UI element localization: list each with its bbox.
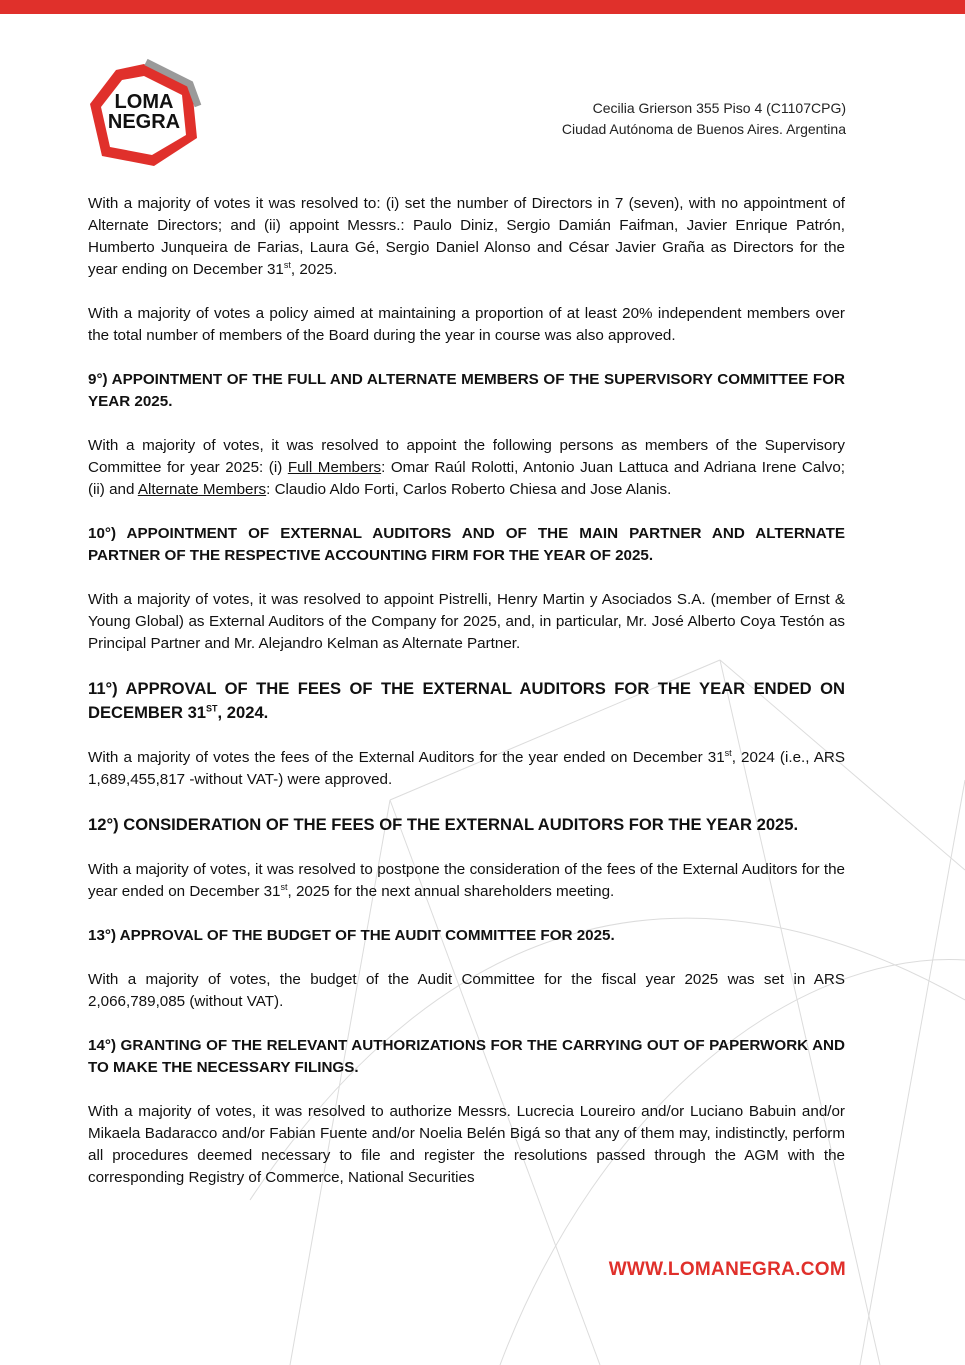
paragraph-item-11: With a majority of votes the fees of the External Auditors for the year ended on December 31st, 2024 (i.e., ARS 1,689,455,817 -without VAT-) were approved. <box>88 747 845 788</box>
heading-item-13: 13°) APPROVAL OF THE BUDGET OF THE AUDIT COMMITTEE FOR 2025. <box>88 927 615 944</box>
address-line-2: Ciudad Autónoma de Buenos Aires. Argentina <box>561 121 846 137</box>
heading-item-14: 14°) GRANTING OF THE RELEVANT AUTHORIZATIONS FOR THE CARRYING OUT OF PAPERWORK AND TO MAKE THE NECESSARY FILINGS. <box>88 1037 845 1076</box>
company-address <box>562 98 846 140</box>
paragraph-item-13: With a majority of votes, the budget of the Audit Committee for the fiscal year 2025 was set in ARS 2,066,789,085 (without VAT). <box>88 971 845 1010</box>
document-body <box>88 193 845 1189</box>
logo-text-negra: NEGRA <box>107 111 181 133</box>
heading-item-9: 9°) APPOINTMENT OF THE FULL AND ALTERNATE MEMBERS OF THE SUPERVISORY COMMITTEE FOR YEAR 2025. <box>88 371 845 410</box>
heading-item-12: 12°) CONSIDERATION OF THE FEES OF THE EXTERNAL AUDITORS FOR THE YEAR 2025. <box>88 815 799 834</box>
paragraph-independence-policy: With a majority of votes a policy aimed at maintaining a proportion of at least 20% independent members over the total number of members of the Board during the year in course was also approved. <box>88 305 845 344</box>
paragraph-directors: With a majority of votes it was resolved to: (i) set the number of Directors in 7 (seven), with no appointment of Alternate Directors; and (ii) appoint Messrs.: Paulo Diniz, Sergio Damián Faifman, Javier Enrique Patrón, Humberto Junqueira de Farias, Laura Gé, Sergio Daniel Alonso and César Javier Graña as Directors for the year ending on December 31st, 2025. <box>88 195 845 278</box>
logo-text-loma: LOMA <box>114 91 174 113</box>
paragraph-item-14: With a majority of votes, it was resolved to authorize Messrs. Lucrecia Loureiro and/or Luciano Babuin and/or Mikaela Badaracco and/or Fabian Fuente and/or Noelia Belén Bigá so that any of them may, indistinctly, perform all procedures deemed necessary to file and register the resolutions passed through the AGM with the corresponding Registry of Commerce, National Securities <box>88 1103 845 1186</box>
address-line-1: Cecilia Grierson 355 Piso 4 (C1107CPG) <box>592 100 846 116</box>
heading-item-10: 10°) APPOINTMENT OF EXTERNAL AUDITORS AND OF THE MAIN PARTNER AND ALTERNATE PARTNER OF THE RESPECTIVE ACCOUNTING FIRM FOR THE YEAR OF 2025. <box>88 525 845 564</box>
loma-negra-logo <box>86 58 202 172</box>
heading-item-11: 11°) APPROVAL OF THE FEES OF THE EXTERNAL AUDITORS FOR THE YEAR ENDED ON DECEMBER 31ST, 2024. <box>88 679 845 722</box>
paragraph-item-10: With a majority of votes, it was resolved to appoint Pistrelli, Henry Martin y Asociados S.A. (member of Ernst & Young Global) as External Auditors of the Company for 2025, and, in particular, Mr. José Alberto Coya Testón as Principal Partner and Mr. Alejandro Kelman as Alternate Partner. <box>88 591 845 652</box>
footer-website-link[interactable]: WWW.LOMANEGRA.COM <box>608 1259 846 1280</box>
paragraph-item-9: With a majority of votes, it was resolved to appoint the following persons as members of the Supervisory Committee for year 2025: (i) Full Members: Omar Raúl Rolotti, Antonio Juan Lattuca and Adriana Irene Calvo; (ii) and Alternate Members: Claudio Aldo Forti, Carlos Roberto Chiesa and Jose Alanis. <box>88 437 845 498</box>
paragraph-item-12: With a majority of votes, it was resolved to postpone the consideration of the fees of the External Auditors for the year ended on December 31st, 2025 for the next annual shareholders meeting. <box>88 861 845 900</box>
